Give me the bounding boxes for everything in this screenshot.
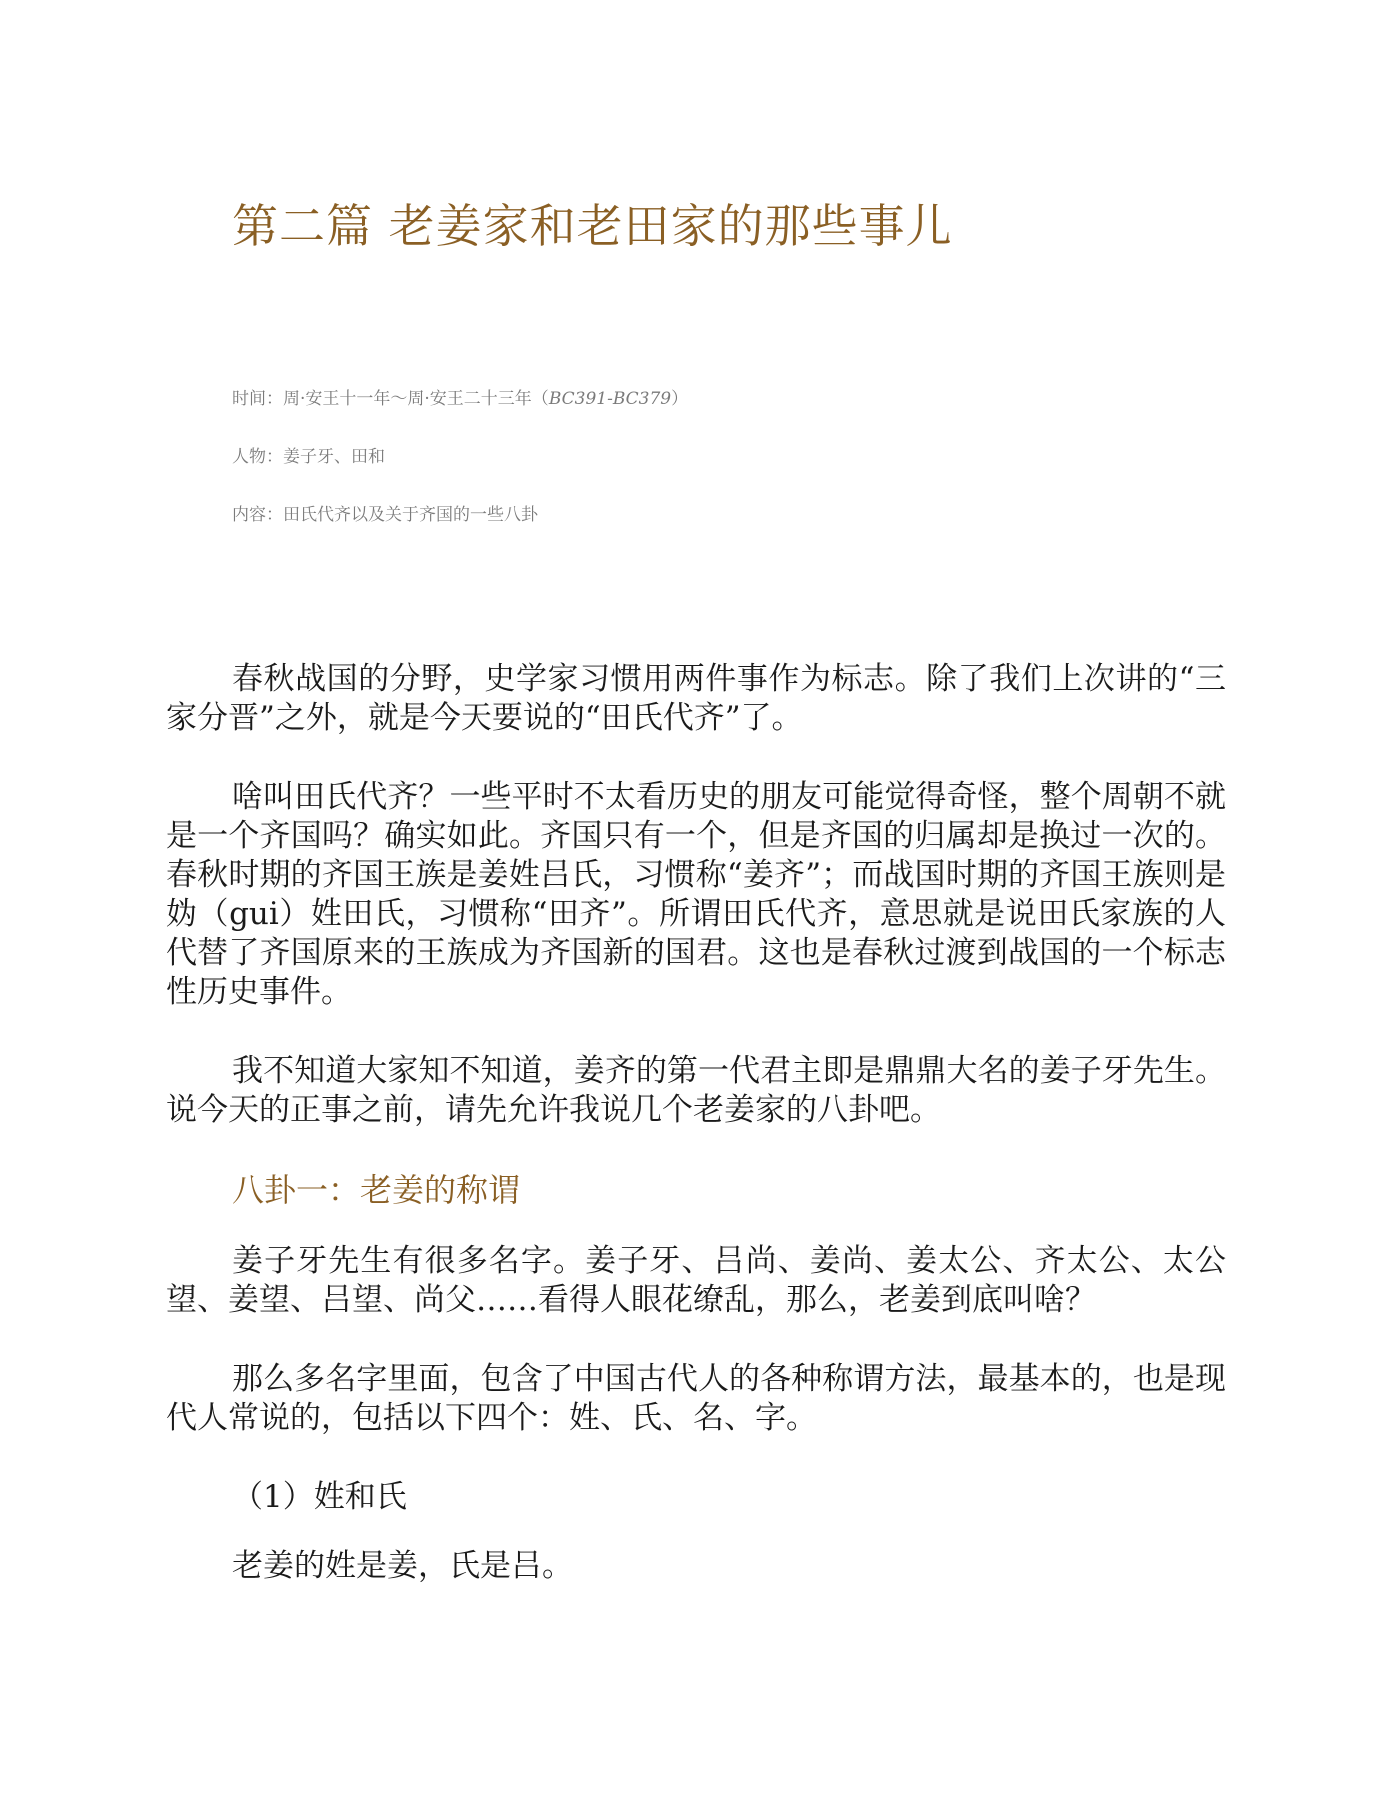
subheading: （1）姓和氏	[232, 1479, 407, 1515]
body-text	[166, 660, 1226, 1586]
paragraph-4: 姜子牙先生有很多名字。姜子牙、吕尚、姜尚、姜太公、齐太公、太公望、姜望、吕望、尚父……看得人眼花缭乱，那么，老姜到底叫啥？	[166, 1243, 1226, 1318]
meta-people-label: 人物：	[232, 447, 283, 467]
meta-time	[232, 384, 688, 442]
paragraph-3: 我不知道大家知不知道，姜齐的第一代君主即是鼎鼎大名的姜子牙先生。说今天的正事之前，请先允许我说几个老姜家的八卦吧。	[166, 1053, 1226, 1128]
section-heading: 八卦一：老姜的称谓	[232, 1171, 521, 1209]
meta-content-label: 内容：	[232, 505, 283, 525]
paragraph-6: 老姜的姓是姜，氏是吕。	[232, 1548, 573, 1584]
meta-content	[232, 500, 688, 558]
paragraph-1: 春秋战国的分野，史学家习惯用两件事作为标志。除了我们上次讲的“三家分晋”之外，就是今天要说的“田氏代齐”了。	[166, 661, 1226, 736]
meta-people	[232, 442, 688, 500]
meta-time-close: ）	[671, 389, 689, 409]
meta-time-value: 周·安王十一年～周·安王二十三年（	[283, 389, 549, 409]
paragraph-5: 那么多名字里面，包含了中国古代人的各种称谓方法，最基本的，也是现代人常说的，包括以下四个：姓、氏、名、字。	[166, 1361, 1226, 1436]
chapter-meta	[232, 384, 688, 558]
meta-time-label: 时间：	[232, 389, 283, 409]
meta-content-value: 田氏代齐以及关于齐国的一些八卦	[283, 505, 538, 525]
paragraph-2: 啥叫田氏代齐？一些平时不太看历史的朋友可能觉得奇怪，整个周朝不就是一个齐国吗？确实如此。齐国只有一个，但是齐国的归属却是换过一次的。春秋时期的齐国王族是姜姓吕氏，习惯称“姜齐”；而战国时期的齐国王族则是妫（gui）姓田氏，习惯称“田齐”。所谓田氏代齐，意思就是说田氏家族的人代替了齐国原来的王族成为齐国新的国君。这也是春秋过渡到战国的一个标志性历史事件。	[166, 779, 1226, 1010]
chapter-title: 第二篇 老姜家和老田家的那些事儿	[232, 199, 953, 253]
meta-people-value: 姜子牙、田和	[283, 447, 385, 467]
meta-time-years: BC391-BC379	[548, 389, 672, 409]
